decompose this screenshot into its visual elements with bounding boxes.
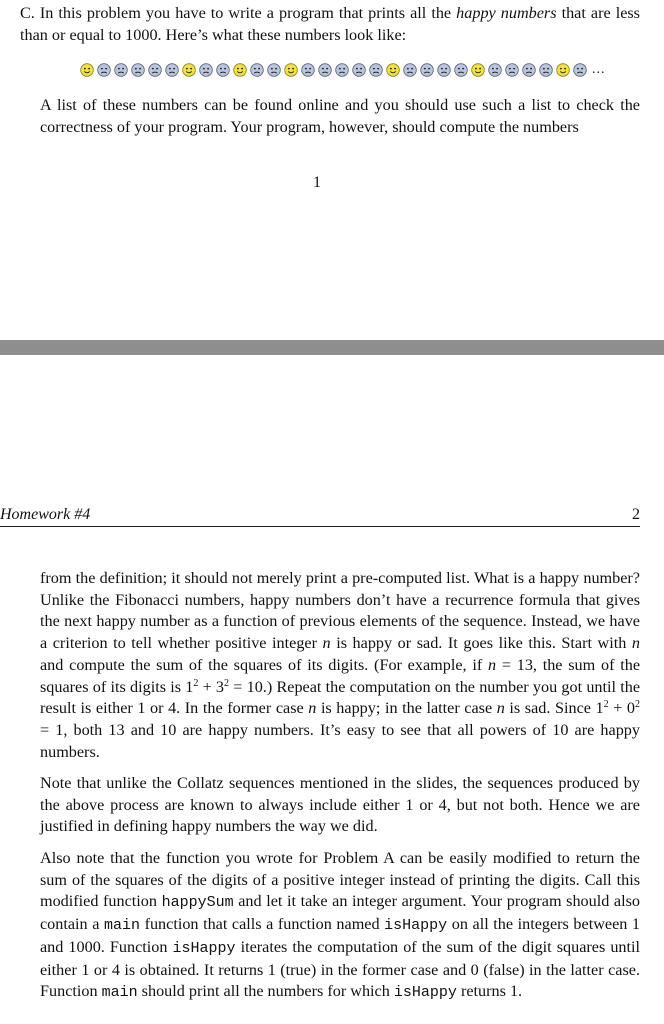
- sad-face-icon: [199, 63, 213, 77]
- happy-numbers-emphasis: happy numbers: [456, 4, 557, 22]
- sad-face-icon: [454, 63, 468, 77]
- list-paragraph: A list of these numbers can be found online and you should use such a list to check the correctness of your program. Your program, however, should compute the numbers: [40, 96, 640, 136]
- happy-face-icon: [284, 63, 298, 77]
- sad-face-icon: [488, 63, 502, 77]
- collatz-note-paragraph: Note that unlike the Collatz sequences mentioned in the slides, the sequences produced by the above process are known to always include either 1 or 4, but not both. Hence we are justified in defining happy numbers the way we did.: [40, 774, 640, 836]
- happy-face-icon: [233, 63, 247, 77]
- sad-face-icon: [318, 63, 332, 77]
- sad-face-icon: [420, 63, 434, 77]
- sad-face-icon: [131, 63, 145, 77]
- sad-face-icon: [114, 63, 128, 77]
- sad-face-icon: [250, 63, 264, 77]
- sad-face-icon: [97, 63, 111, 77]
- sad-face-icon: [369, 63, 383, 77]
- sad-face-icon: [267, 63, 281, 77]
- code-isHappy: isHappy: [384, 917, 448, 935]
- code-happySum: happySum: [161, 894, 234, 912]
- happy-face-icon: [80, 63, 94, 77]
- problem-label: C.: [20, 4, 35, 22]
- sad-face-icon: [505, 63, 519, 77]
- happy-face-icon: [556, 63, 570, 77]
- page-number-1: 1: [313, 174, 321, 191]
- problem-intro: C. In this problem you have to write a program that prints all the happy numbers that are less than or equal to 1000. Here’s what these numbers look like:: [20, 4, 640, 44]
- sad-face-icon: [352, 63, 366, 77]
- ellipsis: ...: [592, 62, 606, 77]
- code-main: main: [103, 917, 140, 935]
- page-number-2: 2: [632, 506, 640, 523]
- sad-face-icon: [573, 63, 587, 77]
- smiley-sequence: [80, 62, 606, 78]
- happy-face-icon: [471, 63, 485, 77]
- sad-face-icon: [148, 63, 162, 77]
- sad-face-icon: [522, 63, 536, 77]
- sad-face-icon: [335, 63, 349, 77]
- sad-face-icon: [216, 63, 230, 77]
- happy-face-icon: [182, 63, 196, 77]
- page-separator: [0, 340, 664, 355]
- sad-face-icon: [403, 63, 417, 77]
- function-note-paragraph: Also note that the function you wrote for Problem A can be easily modified to return the sum of the squares of the digits of a positive integer instead of printing the digits. Call this modified function happySum and let it take an integer argument. Your program should also contain a main function that calls a function named isHappy on all the integers between 1 and 1000. Function isHappy iterates the computation of the sum of the digit squares until either 1 or 4 is obtained. It returns 1 (true) in the former case and 0 (false) in the latter case. Function main should print all the numbers for which isHappy returns 1.: [40, 849, 641, 1002]
- definition-paragraph: from the definition; it should not merely print a pre-computed list. What is a happy number? Unlike the Fibonacci numbers, happy numbers don’t have a recurrence formula that gives the next happy number as a function of previous elements of the sequence. Instead, we have a criterion to tell whether positive integer n is happy or sad. It goes like this. Start with n and compute the sum of the squares of its digits. (For example, if n = 13, the sum of the squares of its digits is $1^2 + 3^2 = 10$.) Repeat the computation on the number you got until the result is either 1 or 4. In the former case n is happy; in the latter case n is sad. Since $1^2 + 0^2 = 1$, both 13 and 10 are happy numbers. It’s easy to see that all powers of 10 are happy numbers.: [40, 569, 641, 761]
- running-header: [0, 504, 640, 527]
- header-title: Homework #4: [0, 506, 91, 523]
- sad-face-icon: [539, 63, 553, 77]
- happy-face-icon: [386, 63, 400, 77]
- page-1: [0, 0, 664, 340]
- sad-face-icon: [165, 63, 179, 77]
- sad-face-icon: [437, 63, 451, 77]
- sad-face-icon: [301, 63, 315, 77]
